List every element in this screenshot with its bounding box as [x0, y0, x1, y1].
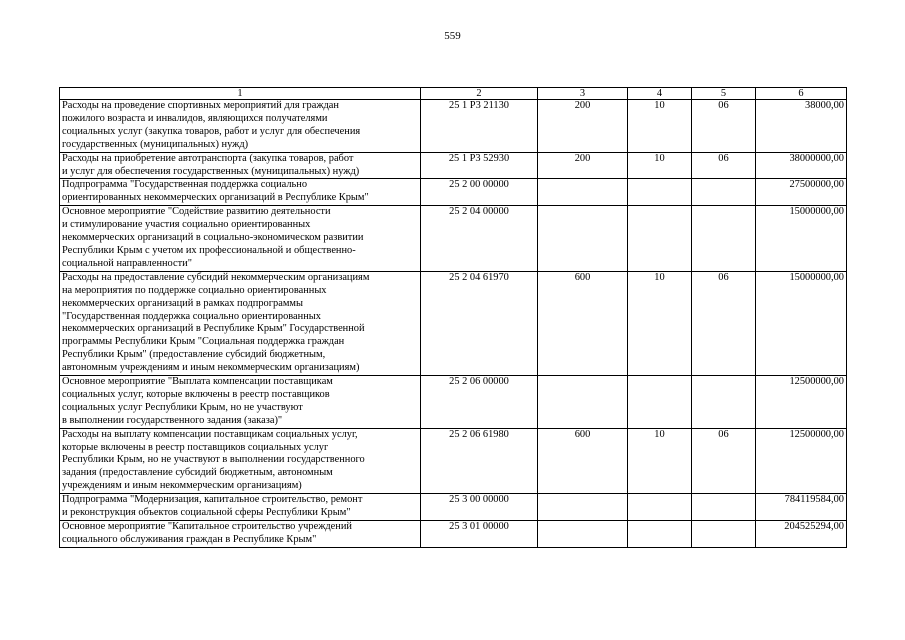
target-code-cell: 25 2 04 00000 — [421, 206, 538, 272]
section-cell: 10 — [628, 100, 692, 153]
expense-type-cell: 200 — [538, 100, 628, 153]
column-header: 1 — [60, 88, 421, 100]
section-cell: 10 — [628, 271, 692, 375]
section-cell: 10 — [628, 152, 692, 179]
amount-cell: 12500000,00 — [756, 376, 847, 429]
target-code-cell: 25 2 06 00000 — [421, 376, 538, 429]
table-row — [60, 271, 847, 375]
target-code-cell: 25 2 00 00000 — [421, 179, 538, 206]
row-name-cell: Расходы на предоставление субсидий некоммерческим организациям на мероприятия по поддержке социально ориентированных некоммерческих организаций в рамках подпрограммы "Государственная поддержка социально ориентированных некоммерческих организаций в Республике Крым" Государственной программы Республики Крым "Социальная поддержка граждан Республики Крым" (предоставление субсидий бюджетным, автономным учреждениям и иным некоммерческим организациям) — [60, 271, 421, 375]
table-header-row — [60, 88, 847, 100]
section-cell: 10 — [628, 428, 692, 494]
table-row — [60, 206, 847, 272]
expense-type-cell — [538, 179, 628, 206]
row-name-cell: Подпрограмма "Модернизация, капитальное строительство, ремонт и реконструкция объектов социальной сферы Республики Крым" — [60, 494, 421, 521]
page-number: 559 — [444, 30, 461, 42]
table-row — [60, 179, 847, 206]
column-header: 2 — [421, 88, 538, 100]
column-header: 4 — [628, 88, 692, 100]
amount-cell: 15000000,00 — [756, 206, 847, 272]
section-cell — [628, 376, 692, 429]
expense-type-cell — [538, 521, 628, 548]
table-row — [60, 376, 847, 429]
subsection-cell — [692, 206, 756, 272]
target-code-cell: 25 1 Р3 52930 — [421, 152, 538, 179]
subsection-cell — [692, 179, 756, 206]
subsection-cell — [692, 521, 756, 548]
row-name-cell: Расходы на проведение спортивных мероприятий для граждан пожилого возраста и инвалидов, являющихся получателями социальных услуг (закупка товаров, работ и услуг для обеспечения государственных (муниципальных) нужд) — [60, 100, 421, 153]
row-name-cell: Основное мероприятие "Выплата компенсации поставщикам социальных услуг, которые включены в реестр поставщиков социальных услуг Республики Крым, но не участвуют в выполнении государственного задания (заказа)" — [60, 376, 421, 429]
table-row — [60, 494, 847, 521]
amount-cell: 12500000,00 — [756, 428, 847, 494]
column-header: 5 — [692, 88, 756, 100]
row-name-cell: Основное мероприятие "Содействие развитию деятельности и стимулирование участия социально ориентированных некоммерческих организаций в социально-экономическом развитии Республики Крым с учетом их профессиональной и общественно- социальной направленности" — [60, 206, 421, 272]
table-row — [60, 428, 847, 494]
amount-cell: 38000,00 — [756, 100, 847, 153]
table-row — [60, 521, 847, 548]
subsection-cell — [692, 494, 756, 521]
target-code-cell: 25 3 00 00000 — [421, 494, 538, 521]
amount-cell: 15000000,00 — [756, 271, 847, 375]
subsection-cell: 06 — [692, 428, 756, 494]
amount-cell: 27500000,00 — [756, 179, 847, 206]
subsection-cell: 06 — [692, 100, 756, 153]
budget-table — [59, 87, 847, 548]
table-row — [60, 152, 847, 179]
target-code-cell: 25 3 01 00000 — [421, 521, 538, 548]
subsection-cell — [692, 376, 756, 429]
expense-type-cell — [538, 206, 628, 272]
row-name-cell: Подпрограмма "Государственная поддержка социально ориентированных некоммерческих организаций в Республике Крым" — [60, 179, 421, 206]
amount-cell: 784119584,00 — [756, 494, 847, 521]
table-row — [60, 100, 847, 153]
expense-type-cell: 600 — [538, 271, 628, 375]
expense-type-cell — [538, 376, 628, 429]
column-header: 3 — [538, 88, 628, 100]
row-name-cell: Расходы на приобретение автотранспорта (закупка товаров, работ и услуг для обеспечения государственных (муниципальных) нужд) — [60, 152, 421, 179]
section-cell — [628, 521, 692, 548]
target-code-cell: 25 1 Р3 21130 — [421, 100, 538, 153]
column-header: 6 — [756, 88, 847, 100]
target-code-cell: 25 2 06 61980 — [421, 428, 538, 494]
expense-type-cell — [538, 494, 628, 521]
expense-type-cell: 600 — [538, 428, 628, 494]
section-cell — [628, 179, 692, 206]
amount-cell: 38000000,00 — [756, 152, 847, 179]
section-cell — [628, 206, 692, 272]
subsection-cell: 06 — [692, 271, 756, 375]
expense-type-cell: 200 — [538, 152, 628, 179]
amount-cell: 204525294,00 — [756, 521, 847, 548]
row-name-cell: Расходы на выплату компенсации поставщикам социальных услуг, которые включены в реестр поставщиков социальных услуг Республики Крым, но не участвуют в выполнении государственного задания (предоставление субсидий бюджетным, автономным учреждениям и иным некоммерческим организациям) — [60, 428, 421, 494]
row-name-cell: Основное мероприятие "Капитальное строительство учреждений социального обслуживания граждан в Республике Крым" — [60, 521, 421, 548]
subsection-cell: 06 — [692, 152, 756, 179]
target-code-cell: 25 2 04 61970 — [421, 271, 538, 375]
section-cell — [628, 494, 692, 521]
